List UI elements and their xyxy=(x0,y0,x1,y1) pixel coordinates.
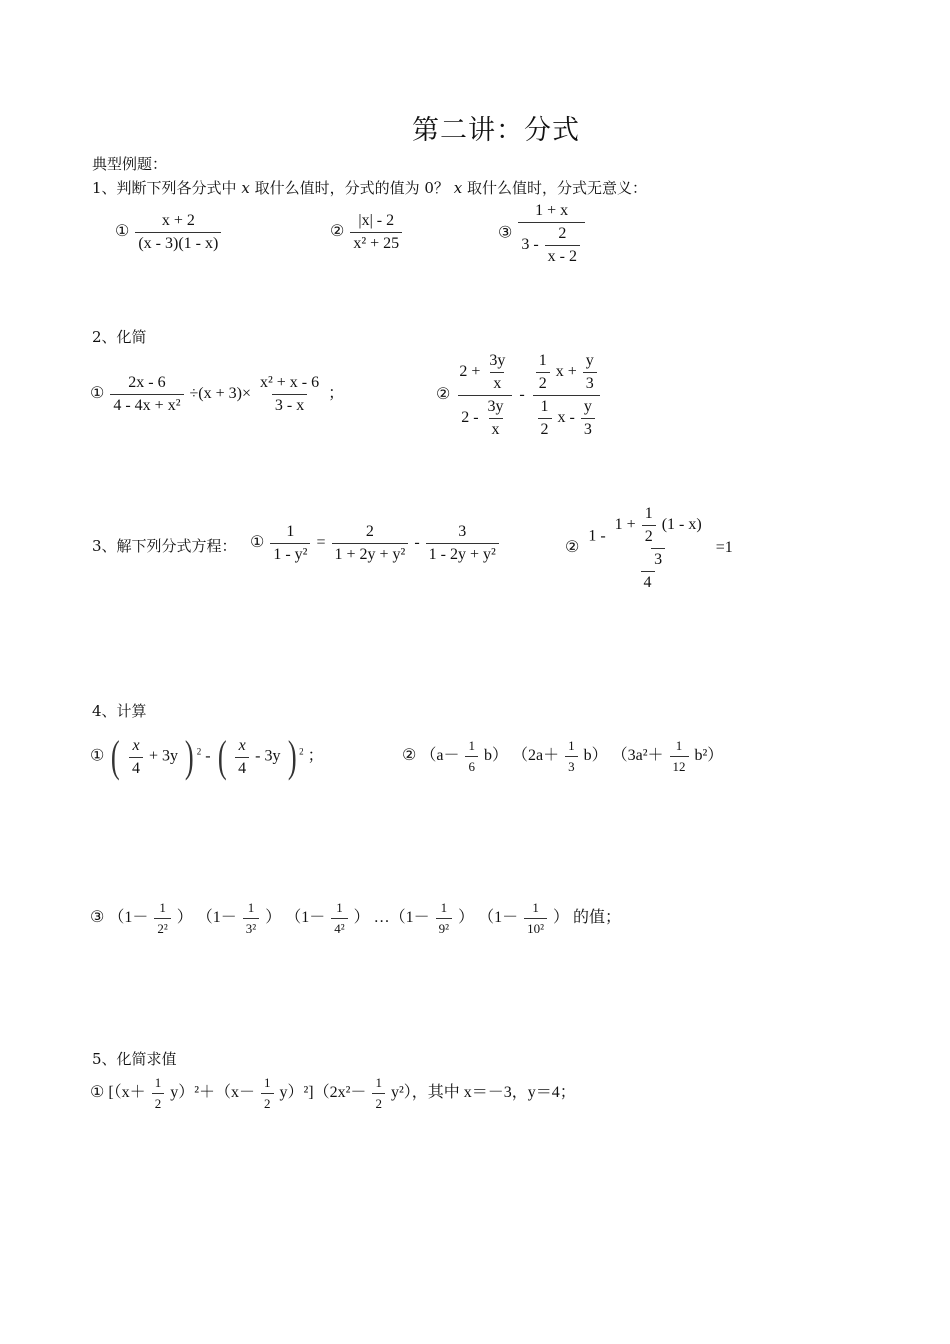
q1-prompt: 1、判断下列各分式中 x 取什么值时，分式的值为 0？ x 取什么值时，分式无意义： xyxy=(92,179,647,197)
fraction: $\frac{3y}{x}$ xyxy=(489,352,506,392)
q4-prompt: 4、计算 xyxy=(92,702,147,720)
fraction: $\frac{2}{\text{1 + 2y + y²}}$ xyxy=(332,523,409,564)
fraction: $\frac{1}{\text{4²}}$ xyxy=(331,900,347,937)
fraction: $\frac{1}{6}$ xyxy=(465,738,478,775)
page-title: 第二讲：分式 xyxy=(412,115,580,146)
fraction: $\frac{x + 2}{(x - 3)(1 - x)}$ xyxy=(135,212,221,253)
fraction: $\frac{1}{\text{9²}}$ xyxy=(436,900,452,937)
fraction: $\frac{1}{2}$ xyxy=(642,505,656,546)
q5-expr-1: ① [（x＋ $\frac{1}{2}$ y）²＋（x－ $\frac{1}{2}$ y）²]（2x²－ $\frac{1}{2}$ y²），其中 x＝－3，y＝4； xyxy=(90,1075,576,1111)
fraction: 1 + $\frac{1}{2}$ (1 - x) 3 xyxy=(614,505,702,568)
fraction: $\frac{1}{12}$ xyxy=(670,738,689,775)
fraction: $\frac{\text{x² + x - 6}}{3 - x}$ xyxy=(259,374,320,414)
fraction: 1 - 1 + $\frac{1}{2}$ (1 - x) 3 4 xyxy=(585,505,709,592)
fraction: $\frac{1}{2}$ xyxy=(152,1075,165,1112)
q2-expr-1: ① $\frac{2x - 6}{\text{4 - 4x + x²}}$ ÷(x + 3)× $\frac{\text{x² + x - 6}}{3 - x}$ ； xyxy=(90,374,345,414)
fraction: $\frac{|x| - 2}{\text{x² + 25}}$ xyxy=(350,212,402,253)
fraction: $\frac{x}{4}$ xyxy=(235,737,249,778)
fraction: $\frac{y}{3}$ xyxy=(583,352,597,393)
fraction: $\frac{1}{2}$ xyxy=(536,352,550,393)
fraction: $\frac{1}{\text{1 - y²}}$ xyxy=(270,523,310,564)
q4-expr-1: ① ( $\frac{x}{4}$ + 3y ) $^2$ - ( $\frac{x}{4}$ - 3y ) $^2$ ； xyxy=(90,732,324,781)
fraction: $\frac{1}{2}$ xyxy=(372,1075,385,1112)
fraction: $\frac{3y}{x}$ xyxy=(487,398,504,438)
fraction: 1 + x 3 - $\frac{2}{x - 2}$ xyxy=(518,202,585,266)
fraction: $\frac{1}{2}$ x + $\frac{y}{3}$ $\frac{1}{2}$ x - $\frac{y}{3}$ xyxy=(531,352,602,439)
fraction: $\frac{x}{4}$ xyxy=(129,737,143,778)
fraction: $\frac{1}{\text{3²}}$ xyxy=(243,900,259,937)
q1-expr-1: ① $\frac{x + 2}{(x - 3)(1 - x)}$ xyxy=(115,212,223,253)
fraction: $\frac{2}{x - 2}$ xyxy=(545,225,580,266)
fraction: $\frac{y}{3}$ xyxy=(581,398,595,439)
q2-expr-2: ② 2 + $\frac{3y}{x}$ 2 - $\frac{3y}{x}$ - $\frac{1}{2}$ x + $\frac{y}{3}$ $\frac{1}{2}$ x - $\frac{y}{3}$ xyxy=(436,352,604,439)
q1-expr-3: ③ 1 + x 3 - $\frac{2}{x - 2}$ xyxy=(498,202,587,266)
q2-prompt: 2、化简 xyxy=(92,328,147,346)
q4-expr-3: ③ （1－ $\frac{1}{\text{2²}}$ ） （1－ $\frac{1}{\text{3²}}$ ） （1－ $\frac{1}{\text{4²}}$ ） …（1－ $\frac{1}{\text{9²}}$ ） （1－ $\frac{1}{\text{10²}}$ ） 的值； xyxy=(90,900,622,936)
fraction: $\frac{1}{\text{10²}}$ xyxy=(524,900,547,937)
fraction: $\frac{1}{2}$ xyxy=(538,398,552,439)
q3-expr-1: ① $\frac{1}{\text{1 - y²}}$ = $\frac{2}{\text{1 + 2y + y²}}$ - $\frac{3}{\text{1 - 2y + y²}}$ xyxy=(250,523,501,564)
q1-expr-2: ② $\frac{|x| - 2}{\text{x² + 25}}$ xyxy=(330,212,404,253)
q3-prompt: 3、解下列分式方程： xyxy=(92,537,237,555)
fraction: 2 + $\frac{3y}{x}$ 2 - $\frac{3y}{x}$ xyxy=(456,352,513,439)
fraction: $\frac{2x - 6}{\text{4 - 4x + x²}}$ xyxy=(110,374,183,415)
fraction: $\frac{3}{\text{1 - 2y + y²}}$ xyxy=(426,523,499,564)
q3-expr-2: ② 1 - 1 + $\frac{1}{2}$ (1 - x) 3 4 =1 xyxy=(565,505,733,591)
intro-text: 典型例题： xyxy=(92,155,168,173)
q4-expr-2: ② （a－ $\frac{1}{6}$ b） （2a＋ $\frac{1}{3}$ b） （3a²＋ $\frac{1}{12}$ b²） xyxy=(402,738,724,774)
fraction: $\frac{1}{\text{2²}}$ xyxy=(154,900,170,937)
fraction: $\frac{1}{3}$ xyxy=(565,738,578,775)
fraction: $\frac{1}{2}$ xyxy=(261,1075,274,1112)
q5-prompt: 5、化简求值 xyxy=(92,1050,177,1068)
